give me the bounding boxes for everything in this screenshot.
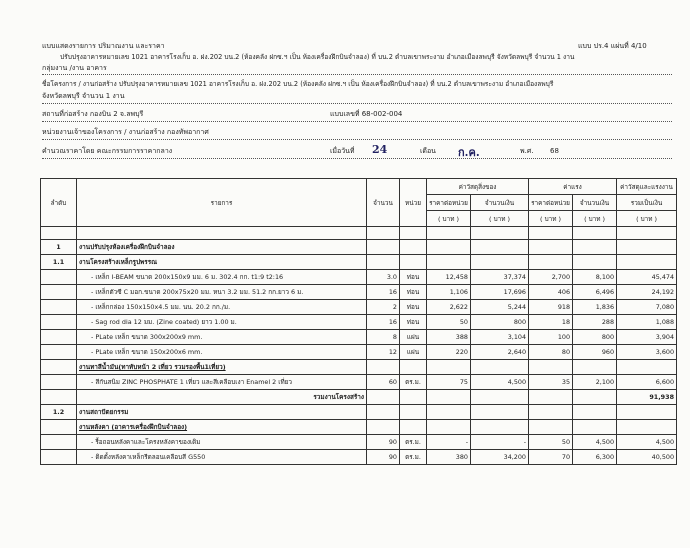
- col-header-total: ค่าวัสดุและแรงงาน: [617, 179, 677, 195]
- divider: [42, 139, 672, 140]
- cell-material-unit-price: [427, 360, 471, 375]
- cell-labor-unit-price: 406: [529, 285, 573, 300]
- cell-total: 4,500: [617, 435, 677, 450]
- cell-qty: 60: [367, 375, 400, 390]
- sub-header-amount: จำนวนเงิน: [471, 195, 529, 211]
- cell-item: - เหล็ก I-BEAM ขนาด 200x150x9 มม. 6 ม. 302.4 กก. t1:9 t2:16: [77, 270, 367, 285]
- cell-labor-amount: [573, 255, 617, 270]
- cell-no: [41, 360, 77, 375]
- cell-material-amount: 37,374: [471, 270, 529, 285]
- cell-labor-amount: [573, 405, 617, 420]
- cell-qty: [367, 390, 400, 405]
- cell-qty: [367, 420, 400, 435]
- cell-material-unit-price: [427, 390, 471, 405]
- table-row: [41, 450, 677, 465]
- cell-labor-unit-price: [529, 390, 573, 405]
- cell-material-amount: [471, 405, 529, 420]
- cell-labor-unit-price: [529, 240, 573, 255]
- cell-item: - เหล็กกล่อง 150x150x4.5 มม. นน. 20.2 กก./ม.: [77, 300, 367, 315]
- cell-qty: [367, 405, 400, 420]
- cell-item: งานปรับปรุงห้องเครื่องฝึกบินจำลอง: [77, 240, 367, 255]
- cell-labor-amount: 8,100: [573, 270, 617, 285]
- cell-material-amount: [471, 420, 529, 435]
- cell-labor-amount: 800: [573, 330, 617, 345]
- cell-material-amount: 800: [471, 315, 529, 330]
- cell-total: [617, 420, 677, 435]
- table-row: [41, 270, 677, 285]
- currency-label: ( บาท ): [471, 211, 529, 227]
- cell-material-unit-price: 2,622: [427, 300, 471, 315]
- cell-unit: ท่อน: [400, 270, 427, 285]
- currency-label: ( บาท ): [617, 211, 677, 227]
- cell-qty: 16: [367, 285, 400, 300]
- cell-unit: [400, 360, 427, 375]
- cell-material-unit-price: 1,106: [427, 285, 471, 300]
- cell-qty: 90: [367, 450, 400, 465]
- table-row: [41, 390, 677, 405]
- cell-item: - Sag rod dia 12 มม. (Zine coated) ยาว 1.00 ม.: [77, 315, 367, 330]
- cell-item: - สีกันสนิม ZINC PHOSPHATE 1 เที่ยว และสีเคลือบเงา Enamel 2 เที่ยว: [77, 375, 367, 390]
- cell-unit: ท่อน: [400, 285, 427, 300]
- cell-total: 24,192: [617, 285, 677, 300]
- cell-item: รวมงานโครงสร้าง: [77, 390, 367, 405]
- cell-labor-unit-price: 80: [529, 345, 573, 360]
- date-label: เมื่อวันที่: [330, 147, 355, 155]
- currency-label: ( บาท ): [529, 211, 573, 227]
- cell-unit: ตร.ม.: [400, 375, 427, 390]
- table-row: [41, 300, 677, 315]
- cell-labor-amount: 4,500: [573, 435, 617, 450]
- sub-header-amount: จำนวนเงิน: [573, 195, 617, 211]
- cell-labor-unit-price: [529, 360, 573, 375]
- sub-header-total: รวมเป็นเงิน: [617, 195, 677, 211]
- cell-labor-unit-price: 70: [529, 450, 573, 465]
- cell-unit: ตร.ม.: [400, 450, 427, 465]
- divider: [42, 121, 672, 122]
- construction-site: สถานที่ก่อสร้าง กองบิน 2 จ.ลพบุรี: [42, 110, 144, 118]
- cell-item: - PLate เหล็ก ขนาด 150x200x6 mm.: [77, 345, 367, 360]
- cell-material-unit-price: [427, 240, 471, 255]
- cell-no: 1: [41, 240, 77, 255]
- cell-no: [41, 300, 77, 315]
- cell-qty: [367, 360, 400, 375]
- drawing-number: แบบเลขที่ 68-002-004: [330, 110, 403, 118]
- cell-material-amount: -: [471, 435, 529, 450]
- table-row: [41, 330, 677, 345]
- cell-unit: [400, 255, 427, 270]
- cell-total: [617, 405, 677, 420]
- project-description: ปรับปรุงอาคารหมายเลข 1021 อาคารโรงเก็บ อ. ฝง.202 บน.2 (ห้องคลัง ฝกซ.ฯ เป็น ห้องเครื่องฝึกบินจำลอง) ที่ บน.2 ตำบลเขาพระงาม อำเภอเมืองลพบุรี จังหวัดลพบุรี จำนวน 1 งาน: [60, 53, 575, 61]
- table-row: [41, 240, 677, 255]
- cell-no: [41, 285, 77, 300]
- cell-material-amount: 17,696: [471, 285, 529, 300]
- cell-unit: แผ่น: [400, 330, 427, 345]
- cell-labor-amount: 6,300: [573, 450, 617, 465]
- cell-labor-amount: 6,496: [573, 285, 617, 300]
- divider: [42, 74, 672, 75]
- cell-qty: 12: [367, 345, 400, 360]
- table-row: [41, 375, 677, 390]
- divider: [42, 103, 672, 104]
- cell-unit: [400, 240, 427, 255]
- cell-item: งานโครงสร้างเหล็กรูปพรรณ: [77, 255, 367, 270]
- cell-material-amount: [471, 240, 529, 255]
- cell-unit: [400, 420, 427, 435]
- quantity-price-table: [40, 178, 677, 465]
- cell-unit: ท่อน: [400, 315, 427, 330]
- cell-material-unit-price: [427, 420, 471, 435]
- cell-total: 6,600: [617, 375, 677, 390]
- sub-header-unit-price: ราคาต่อหน่วย: [427, 195, 471, 211]
- table-row: [41, 255, 677, 270]
- cell-material-unit-price: 380: [427, 450, 471, 465]
- date-year: 68: [550, 147, 559, 155]
- cell-material-unit-price: 388: [427, 330, 471, 345]
- cell-labor-amount: [573, 240, 617, 255]
- cell-labor-unit-price: 100: [529, 330, 573, 345]
- cell-material-amount: 3,104: [471, 330, 529, 345]
- cell-material-amount: [471, 255, 529, 270]
- cell-labor-unit-price: [529, 420, 573, 435]
- cell-total: 7,080: [617, 300, 677, 315]
- cell-qty: 90: [367, 435, 400, 450]
- owner-agency: หน่วยงานเจ้าของโครงการ / งานก่อสร้าง กองทัพอากาศ: [42, 128, 209, 136]
- cell-qty: 16: [367, 315, 400, 330]
- cell-labor-amount: 1,836: [573, 300, 617, 315]
- cell-no: [41, 435, 77, 450]
- cell-item: งานสถาปัตยกรรม: [77, 405, 367, 420]
- cell-unit: [400, 390, 427, 405]
- cell-total: 3,600: [617, 345, 677, 360]
- group-line: กลุ่มงาน /งาน อาคาร: [42, 64, 107, 72]
- month-label: เดือน: [420, 147, 436, 155]
- cell-material-amount: 2,640: [471, 345, 529, 360]
- cell-total: 40,500: [617, 450, 677, 465]
- cell-total: [617, 255, 677, 270]
- cell-labor-unit-price: 35: [529, 375, 573, 390]
- col-header-material: ค่าวัสดุสิ่งของ: [427, 179, 529, 195]
- cell-no: [41, 450, 77, 465]
- cell-material-unit-price: 220: [427, 345, 471, 360]
- date-day: 24: [372, 143, 388, 156]
- cell-qty: [367, 255, 400, 270]
- year-label: พ.ศ.: [520, 147, 534, 155]
- cell-no: 1.1: [41, 255, 77, 270]
- cell-item: - รื้อถอนหลังคาและโครงหลังคาของเดิม: [77, 435, 367, 450]
- cell-no: 1.2: [41, 405, 77, 420]
- table-row: [41, 360, 677, 375]
- cell-unit: แผ่น: [400, 345, 427, 360]
- date-month: ก.ค.: [458, 146, 480, 159]
- spacer-row: [41, 227, 677, 240]
- cell-labor-amount: [573, 390, 617, 405]
- col-header-qty: จำนวน: [367, 179, 400, 227]
- cell-total: [617, 360, 677, 375]
- cell-qty: 3.0: [367, 270, 400, 285]
- form-code: แบบ ปร.4 แผ่นที่ 4/10: [578, 42, 647, 50]
- cell-no: [41, 330, 77, 345]
- cell-item: - เหล็กตัวซี C มอก.ขนาด 200x75x20 มม. หนา 3.2 มม. 51.2 กก.ยาว 6 ม.: [77, 285, 367, 300]
- cell-total: 45,474: [617, 270, 677, 285]
- col-header-labor: ค่าแรง: [529, 179, 617, 195]
- cell-qty: 8: [367, 330, 400, 345]
- table-row: [41, 285, 677, 300]
- cell-material-amount: 4,500: [471, 375, 529, 390]
- cell-labor-unit-price: 50: [529, 435, 573, 450]
- cell-material-amount: 5,244: [471, 300, 529, 315]
- estimator: คำนวณราคาโดย คณะกรรมการราคากลาง: [42, 147, 173, 155]
- table-row: [41, 435, 677, 450]
- divider: [42, 158, 672, 159]
- cell-labor-amount: 960: [573, 345, 617, 360]
- cell-item: งานหลังคา (อาคารเครื่องฝึกบินจำลอง): [77, 420, 367, 435]
- table-row: [41, 420, 677, 435]
- cell-labor-unit-price: [529, 255, 573, 270]
- currency-label: ( บาท ): [573, 211, 617, 227]
- cell-labor-unit-price: 2,700: [529, 270, 573, 285]
- col-header-item: รายการ: [77, 179, 367, 227]
- cell-qty: 2: [367, 300, 400, 315]
- table-row: [41, 315, 677, 330]
- cell-labor-amount: [573, 420, 617, 435]
- cell-material-unit-price: 75: [427, 375, 471, 390]
- cell-unit: ท่อน: [400, 300, 427, 315]
- cell-no: [41, 420, 77, 435]
- cell-labor-amount: 2,100: [573, 375, 617, 390]
- cell-item: งานทาสีน้ำมัน(ทาทับหน้า 2 เที่ยว รวมรองพื้น1เที่ยว): [77, 360, 367, 375]
- cell-material-amount: [471, 360, 529, 375]
- cell-total: [617, 240, 677, 255]
- cell-item: - PLate เหล็ก ขนาด 300x200x9 mm.: [77, 330, 367, 345]
- cell-total: 3,904: [617, 330, 677, 345]
- cell-labor-unit-price: [529, 405, 573, 420]
- cell-labor-amount: 288: [573, 315, 617, 330]
- cell-no: [41, 315, 77, 330]
- cell-qty: [367, 240, 400, 255]
- col-header-no: ลำดับ: [41, 179, 77, 227]
- cell-total: 91,938: [617, 390, 677, 405]
- cell-unit: [400, 405, 427, 420]
- cell-material-unit-price: [427, 255, 471, 270]
- cell-material-unit-price: -: [427, 435, 471, 450]
- cell-labor-amount: [573, 360, 617, 375]
- province-line: จังหวัดลพบุรี จำนวน 1 งาน: [42, 92, 125, 100]
- currency-label: ( บาท ): [427, 211, 471, 227]
- sub-header-unit-price: ราคาต่อหน่วย: [529, 195, 573, 211]
- form-heading: แบบแสดงรายการ ปริมาณงาน และราคา: [42, 42, 165, 50]
- cell-material-amount: 34,200: [471, 450, 529, 465]
- cell-item: - ติดตั้งหลังคาเหล็กรีดลอนเคลือบสี G550: [77, 450, 367, 465]
- cell-no: [41, 375, 77, 390]
- table-row: [41, 345, 677, 360]
- table-row: [41, 405, 677, 420]
- project-name: ชื่อโครงการ / งานก่อสร้าง ปรับปรุงอาคารหมายเลข 1021 อาคารโรงเก็บ อ. ฝง.202 บน.2 (ห้องคลัง ฝกซ.ฯ เป็น ห้องเครื่องฝึกบินจำลอง) ที่ บน.2 ตำบลเขาพระงาม อำเภอเมืองลพบุรี: [42, 80, 554, 88]
- cell-no: [41, 270, 77, 285]
- cell-material-unit-price: [427, 405, 471, 420]
- cell-total: 1,088: [617, 315, 677, 330]
- col-header-unit: หน่วย: [400, 179, 427, 227]
- cell-material-unit-price: 12,458: [427, 270, 471, 285]
- cell-material-unit-price: 50: [427, 315, 471, 330]
- cell-labor-unit-price: 18: [529, 315, 573, 330]
- cell-material-amount: [471, 390, 529, 405]
- cell-labor-unit-price: 918: [529, 300, 573, 315]
- cell-no: [41, 390, 77, 405]
- cell-unit: ตร.ม.: [400, 435, 427, 450]
- cell-no: [41, 345, 77, 360]
